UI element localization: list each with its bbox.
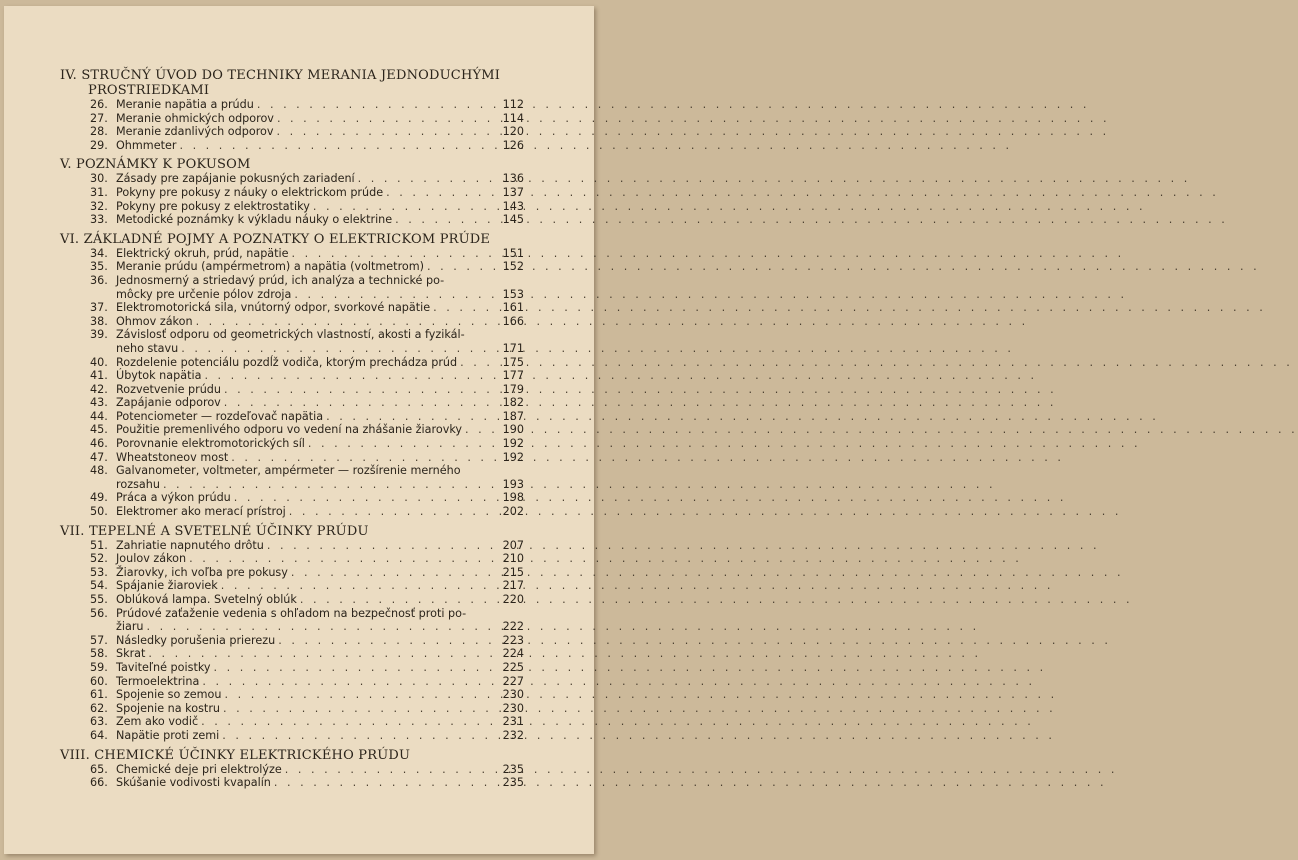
page-number: 179 [502,382,524,396]
entry-title: Zem ako vodič [116,715,199,729]
page-number: 192 [502,450,524,464]
toc-entry [60,172,524,186]
entry-number: 39. [90,328,108,342]
chapter-number: V. [60,157,72,173]
page-number: 232 [502,728,524,742]
entry-title: Závislosť odporu od geometrických vlastností, akosti a fyzikál- [116,328,465,342]
entry-title: Zahriatie napnutého drôtu [116,538,264,552]
leader-dots [271,776,502,790]
toc-entry [60,688,524,702]
entry-number: 26. [90,98,108,111]
page-number: 177 [502,369,524,383]
leader-dots [286,505,502,519]
chapter-number: VII. [60,523,85,539]
page-number: 171 [502,341,524,355]
entry-title: Rozdelenie potenciálu pozdĺž vodiča, ktorým prechádza prúd [116,355,458,369]
leader-dots [160,478,502,492]
toc-entry [60,593,524,607]
entry-title: Joulov zákon [116,552,187,566]
entry-title: Žiarovky, ich voľba pre pokusy [116,565,288,579]
leader-dots [424,260,502,274]
leader-dots [289,247,502,261]
entry-number: 45. [90,423,108,437]
toc-entry [60,729,524,743]
page-number: 230 [502,688,524,702]
entry-number: 38. [90,314,108,328]
toc-entry [60,200,524,214]
entry-title: Pokyny pre pokusy z náuky o elektrickom prúde [116,185,384,199]
chapter-number: IV. [60,68,77,83]
toc-entry [60,607,524,634]
page-number: 193 [502,477,524,491]
entry-title: Metodické poznámky k výkladu náuky o elektrine [116,213,393,227]
entry-number: 48. [90,464,108,478]
leader-dots [275,634,502,648]
entry-number: 50. [90,505,108,519]
entry-title: Oblúková lampa. Svetelný oblúk [116,593,297,606]
chapter-heading [60,157,524,172]
page-number: 231 [502,715,524,729]
entry-title: Napätie proti zemi [116,728,220,742]
leader-dots [282,763,502,777]
toc-entry [60,776,524,790]
leader-dots [305,437,502,451]
chapter-title: STRUČNÝ ÚVOD DO TECHNIKY MERANIA JEDNODUCHÝMI [81,68,501,83]
page-number: 225 [502,660,524,674]
leader-dots [222,688,503,702]
entry-number: 31. [90,185,108,199]
entry-number: 62. [90,701,108,715]
leader-dots [323,410,502,424]
toc-entry [60,213,524,227]
leader-dots [274,112,502,126]
toc-entry [60,437,524,451]
toc-entry [60,260,524,274]
entry-number: 37. [90,301,108,315]
entry-number: 41. [90,369,108,383]
toc-entry [60,125,524,139]
entry-title: Jednosmerný a striedavý prúd, ich analýza a technické po- [116,273,445,287]
toc-entry [60,328,524,355]
page-number: 235 [502,762,524,776]
entry-number: 58. [90,647,108,661]
toc-entry [60,464,524,491]
entry-number: 32. [90,199,108,213]
toc-entry [60,410,524,424]
page-number: 153 [502,287,524,301]
entry-title: Úbytok napätia [116,369,202,383]
page-number: 151 [502,246,524,260]
entry-number: 64. [90,728,108,742]
chapter-heading [60,524,524,539]
toc-entry [60,98,524,112]
toc-entry [60,451,524,465]
entry-title: Zásady pre zapájanie pokusných zariadení [116,172,355,186]
entry-title: Použitie premenlivého odporu vo vedení na zhášanie žiarovky [116,423,463,437]
toc-entry [60,356,524,370]
page-number: 210 [502,552,524,566]
entry-title: Prúdové zaťaženie vedenia s ohľadom na bezpečnosť proti po- [116,606,467,620]
entry-title: Elektromotorická sila, vnútorný odpor, svorkové napätie [116,301,431,315]
toc-entry [60,396,524,410]
chapter-title: CHEMICKÉ ÚČINKY ELEKTRICKÉHO PRÚDU [94,747,411,763]
entry-number: 63. [90,715,108,729]
entry-number: 46. [90,437,108,451]
leader-dots [220,702,502,716]
entry-number: 36. [90,273,108,287]
page-number: 227 [502,674,524,688]
page-number: 192 [502,437,524,451]
page-number: 120 [502,125,524,139]
entry-title: Meranie ohmických odporov [116,111,274,125]
page-number: 215 [502,565,524,579]
entry-title-continued: neho stavu [116,341,179,355]
entry-title: Galvanometer, voltmeter, ampérmeter — rozšírenie merného [116,464,461,478]
page-number: 223 [502,633,524,647]
entry-number: 43. [90,396,108,410]
leader-dots [264,539,502,553]
entry-number: 29. [90,138,108,152]
toc-entry [60,634,524,648]
entry-title: Rozvetvenie prúdu [116,382,222,396]
entry-number: 35. [90,260,108,274]
chapter-title: TEPELNÉ A SVETELNÉ ÚČINKY PRÚDU [88,523,369,539]
page-number: 114 [502,111,524,125]
leader-dots [274,125,502,139]
page-number: 207 [502,538,524,552]
book-page [4,6,594,854]
entry-title: Následky porušenia prierezu [116,633,276,647]
page-number: 182 [502,396,524,410]
page-number: 198 [502,491,524,505]
leader-dots [383,186,502,200]
entry-title: Práca a výkon prúdu [116,491,231,505]
entry-title: Spojenie so zemou [116,688,222,702]
entry-number: 51. [90,538,108,552]
page-number: 235 [502,776,524,790]
page-number: 143 [502,199,524,213]
leader-dots [291,288,502,302]
page-number: 217 [502,579,524,593]
toc-entry [60,274,524,301]
page-number: 152 [502,260,524,274]
toc-entry [60,579,524,593]
entry-title: Meranie zdanlivých odporov [116,125,274,139]
entry-number: 59. [90,660,108,674]
entry-title: Elektrický okruh, prúd, napätie [116,246,289,260]
page-number: 145 [502,213,524,227]
entry-number: 52. [90,552,108,566]
page-number: 166 [502,314,524,328]
leader-dots [228,451,502,465]
leader-dots [219,729,502,743]
toc-entry [60,112,524,126]
page-number: 112 [502,98,524,111]
toc-entry [60,139,524,153]
leader-dots [186,552,502,566]
entry-title: Ohmov zákon [116,314,193,328]
leader-dots [176,139,502,153]
page-number: 175 [502,355,524,369]
chapter-heading [60,232,524,247]
entry-title: Skúšanie vodivosti kvapalín [116,776,271,790]
chapter-heading [60,68,524,98]
toc-entry [60,763,524,777]
page-number: 190 [502,423,524,437]
leader-dots [457,356,502,370]
toc-entry [60,661,524,675]
chapter-title-continued: PROSTRIEDKAMI [88,83,210,98]
entry-title-continued: môcky pre určenie pólov zdroja [116,287,292,301]
entry-title: Meranie napätia a prúdu [116,98,254,111]
entry-title: Zapájanie odporov [116,396,221,410]
chapter-number: VIII. [60,747,90,763]
entry-number: 54. [90,579,108,593]
entry-number: 55. [90,593,108,606]
entry-title: Skrat [116,647,146,661]
entry-title: Meranie prúdu (ampérmetrom) a napätia (voltmetrom) [116,260,425,274]
chapter-heading [60,748,524,763]
toc-entry [60,566,524,580]
toc-entry [60,505,524,519]
entry-number: 34. [90,246,108,260]
leader-dots [211,661,502,675]
leader-dots [254,98,502,112]
leader-dots [297,593,502,607]
leader-dots [221,396,502,410]
entry-number: 60. [90,674,108,688]
leader-dots [288,566,502,580]
page-number: 137 [502,185,524,199]
page-number: 220 [502,593,524,606]
toc-entry [60,491,524,505]
entry-number: 47. [90,450,108,464]
entry-title: Porovnanie elektromotorických síl [116,437,305,451]
toc-entry [60,423,524,437]
page-number: 136 [502,172,524,186]
toc-entry [60,647,524,661]
entry-number: 53. [90,565,108,579]
page-number: 230 [502,701,524,715]
entry-number: 30. [90,172,108,186]
page-number: 126 [502,138,524,152]
entry-title-continued: žiaru [116,620,144,634]
toc-entry [60,702,524,716]
entry-number: 56. [90,606,108,620]
entry-title: Ohmmeter [116,138,177,152]
leader-dots [145,647,502,661]
entry-title-continued: rozsahu [116,477,160,491]
entry-number: 27. [90,111,108,125]
page-number: 187 [502,409,524,423]
leader-dots [462,423,502,437]
leader-dots [355,172,502,186]
entry-number: 42. [90,382,108,396]
chapter-number: VI. [60,231,80,247]
leader-dots [199,675,502,689]
leader-dots [193,315,502,329]
toc-entry [60,552,524,566]
entry-number: 49. [90,491,108,505]
entry-title: Taviteľné poistky [116,660,211,674]
toc-entry [60,186,524,200]
entry-title: Elektromer ako merací prístroj [116,505,286,519]
entry-title: Chemické deje pri elektrolýze [116,762,282,776]
page-number: 222 [502,620,524,634]
entry-title: Spájanie žiaroviek [116,579,218,593]
table-of-contents [60,68,524,790]
leader-dots [221,383,502,397]
entry-number: 33. [90,213,108,227]
leader-dots [310,200,502,214]
toc-entry [60,539,524,553]
toc-entry [60,675,524,689]
entry-number: 65. [90,762,108,776]
entry-title: Potenciometer — rozdeľovač napätia [116,409,324,423]
toc-entry [60,315,524,329]
leader-dots [430,301,502,315]
chapter-title: POZNÁMKY K POKUSOM [76,157,251,173]
entry-number: 28. [90,125,108,139]
leader-dots [218,579,502,593]
leader-dots [198,715,502,729]
page-number: 202 [502,505,524,519]
entry-title: Wheatstoneov most [116,450,229,464]
toc-entry [60,247,524,261]
toc-entry [60,383,524,397]
entry-number: 66. [90,776,108,790]
toc-entry [60,369,524,383]
entry-title: Termoelektrina [116,674,200,688]
leader-dots [144,620,502,634]
leader-dots [201,369,502,383]
entry-title: Spojenie na kostru [116,701,221,715]
entry-title: Pokyny pre pokusy z elektrostatiky [116,199,310,213]
entry-number: 61. [90,688,108,702]
leader-dots [231,491,502,505]
toc-entry [60,301,524,315]
toc-entry [60,715,524,729]
page-number: 161 [502,301,524,315]
entry-number: 40. [90,355,108,369]
page-number: 224 [502,647,524,661]
entry-number: 44. [90,409,108,423]
leader-dots [392,213,502,227]
chapter-title: ZÁKLADNÉ POJMY A POZNATKY O ELEKTRICKOM PRÚDE [83,231,491,247]
leader-dots [178,342,502,356]
entry-number: 57. [90,633,108,647]
